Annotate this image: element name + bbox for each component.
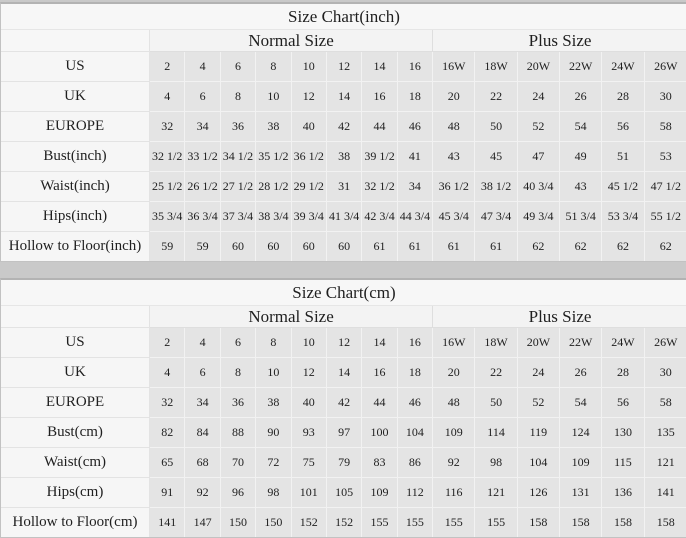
row-label: Hollow to Floor(cm)	[1, 508, 150, 537]
size-cell: 40 3/4	[518, 172, 560, 202]
size-cell: 131	[560, 478, 602, 508]
size-cell: 6	[185, 82, 220, 112]
size-cell: 26	[560, 82, 602, 112]
size-cell: 115	[602, 448, 644, 478]
size-cell: 90	[256, 418, 291, 448]
size-cell: 26 1/2	[185, 172, 220, 202]
size-cell: 20	[433, 358, 475, 388]
size-cell: 150	[221, 508, 256, 537]
size-cell: 39 3/4	[292, 202, 327, 232]
size-cell: 38 3/4	[256, 202, 291, 232]
size-cell: 84	[185, 418, 220, 448]
size-cell: 54	[560, 112, 602, 142]
size-cell: 16	[398, 328, 433, 358]
size-cell: 55 1/2	[645, 202, 686, 232]
size-cell: 42	[327, 388, 362, 418]
table-row	[1, 418, 686, 448]
table-row	[1, 508, 686, 537]
size-cell: 28	[602, 82, 644, 112]
size-cell: 24W	[602, 328, 644, 358]
size-cell: 6	[221, 328, 256, 358]
group-header-row	[1, 30, 686, 52]
size-cell: 48	[433, 112, 475, 142]
row-label: EUROPE	[1, 388, 150, 418]
size-cell: 45 3/4	[433, 202, 475, 232]
size-cell: 14	[362, 52, 397, 82]
size-cell: 32	[150, 112, 185, 142]
size-cell: 51 3/4	[560, 202, 602, 232]
size-cell: 26	[560, 358, 602, 388]
size-cell: 8	[256, 52, 291, 82]
size-cell: 32	[150, 388, 185, 418]
size-cell: 51	[602, 142, 644, 172]
size-cell: 37 3/4	[221, 202, 256, 232]
table-row	[1, 358, 686, 388]
size-cell: 141	[150, 508, 185, 537]
size-cell: 52	[518, 388, 560, 418]
size-cell: 44	[362, 112, 397, 142]
size-cell: 41 3/4	[327, 202, 362, 232]
table-gap	[0, 262, 686, 278]
size-cell: 52	[518, 112, 560, 142]
size-cell: 14	[362, 328, 397, 358]
size-cell: 24	[518, 358, 560, 388]
size-cell: 72	[256, 448, 291, 478]
size-cell: 32 1/2	[150, 142, 185, 172]
title-row	[1, 4, 686, 30]
size-cell: 135	[645, 418, 686, 448]
size-cell: 2	[150, 328, 185, 358]
table-row	[1, 112, 686, 142]
size-cell: 98	[475, 448, 517, 478]
size-cell: 62	[645, 232, 686, 261]
size-cell: 54	[560, 388, 602, 418]
size-cell: 97	[327, 418, 362, 448]
size-cell: 10	[292, 52, 327, 82]
size-cell: 158	[645, 508, 686, 537]
size-cell: 34	[185, 388, 220, 418]
table-title: Size Chart(inch)	[1, 4, 686, 30]
size-cell: 29 1/2	[292, 172, 327, 202]
size-cell: 53 3/4	[602, 202, 644, 232]
size-cell: 18	[398, 82, 433, 112]
size-cell: 100	[362, 418, 397, 448]
row-label: Waist(inch)	[1, 172, 150, 202]
row-label: UK	[1, 82, 150, 112]
size-cell: 22W	[560, 328, 602, 358]
size-cell: 20W	[518, 52, 560, 82]
size-cell: 155	[433, 508, 475, 537]
size-cell: 147	[185, 508, 220, 537]
size-cell: 124	[560, 418, 602, 448]
size-cell: 59	[150, 232, 185, 261]
size-cell: 56	[602, 112, 644, 142]
size-cell: 43	[560, 172, 602, 202]
size-cell: 12	[327, 52, 362, 82]
size-cell: 20	[433, 82, 475, 112]
size-cell: 96	[221, 478, 256, 508]
size-cell: 104	[518, 448, 560, 478]
size-cell: 65	[150, 448, 185, 478]
row-label: Hips(inch)	[1, 202, 150, 232]
size-cell: 41	[398, 142, 433, 172]
size-cell: 91	[150, 478, 185, 508]
size-cell: 35 1/2	[256, 142, 291, 172]
size-cell: 141	[645, 478, 686, 508]
size-cell: 50	[475, 388, 517, 418]
row-label: EUROPE	[1, 112, 150, 142]
size-cell: 58	[645, 388, 686, 418]
size-cell: 16	[362, 358, 397, 388]
title-row	[1, 280, 686, 306]
size-cell: 150	[256, 508, 291, 537]
size-cell: 116	[433, 478, 475, 508]
size-cell: 22	[475, 82, 517, 112]
row-label: Hips(cm)	[1, 478, 150, 508]
size-cell: 50	[475, 112, 517, 142]
size-cell: 8	[221, 358, 256, 388]
size-cell: 30	[645, 82, 686, 112]
size-cell: 31	[327, 172, 362, 202]
size-cell: 34	[398, 172, 433, 202]
size-cell: 46	[398, 388, 433, 418]
size-cell: 114	[475, 418, 517, 448]
size-cell: 39 1/2	[362, 142, 397, 172]
size-cell: 105	[327, 478, 362, 508]
size-cell: 16W	[433, 328, 475, 358]
size-cell: 53	[645, 142, 686, 172]
size-cell: 27 1/2	[221, 172, 256, 202]
size-cell: 155	[398, 508, 433, 537]
size-cell: 109	[560, 448, 602, 478]
size-cell: 119	[518, 418, 560, 448]
size-cell: 32 1/2	[362, 172, 397, 202]
size-cell: 56	[602, 388, 644, 418]
table-row	[1, 142, 686, 172]
size-cell: 6	[185, 358, 220, 388]
size-cell: 152	[292, 508, 327, 537]
size-cell: 59	[185, 232, 220, 261]
corner-cell	[1, 306, 150, 328]
size-cell: 112	[398, 478, 433, 508]
size-cell: 18W	[475, 52, 517, 82]
size-cell: 126	[518, 478, 560, 508]
size-cell: 38	[256, 112, 291, 142]
size-cell: 24W	[602, 52, 644, 82]
plus-size-header: Plus Size	[433, 30, 686, 52]
size-cell: 4	[185, 52, 220, 82]
size-cell: 6	[221, 52, 256, 82]
size-cell: 36 1/2	[292, 142, 327, 172]
size-cell: 155	[362, 508, 397, 537]
size-cell: 30	[645, 358, 686, 388]
size-cell: 93	[292, 418, 327, 448]
size-cell: 8	[256, 328, 291, 358]
row-label: Hollow to Floor(inch)	[1, 232, 150, 261]
table-row	[1, 172, 686, 202]
size-cell: 44	[362, 388, 397, 418]
size-cell: 88	[221, 418, 256, 448]
size-cell: 70	[221, 448, 256, 478]
table-row	[1, 478, 686, 508]
size-cell: 35 3/4	[150, 202, 185, 232]
size-cell: 44 3/4	[398, 202, 433, 232]
size-cell: 109	[433, 418, 475, 448]
row-label: Bust(cm)	[1, 418, 150, 448]
table-row	[1, 232, 686, 261]
normal-size-header: Normal Size	[150, 30, 433, 52]
size-cell: 40	[292, 388, 327, 418]
size-cell: 38	[256, 388, 291, 418]
size-cell: 92	[433, 448, 475, 478]
size-chart-inch-table	[0, 2, 686, 262]
size-cell: 4	[185, 328, 220, 358]
size-cell: 158	[518, 508, 560, 537]
size-cell: 18W	[475, 328, 517, 358]
size-cell: 36	[221, 112, 256, 142]
row-label: Bust(inch)	[1, 142, 150, 172]
corner-cell	[1, 30, 150, 52]
size-cell: 60	[256, 232, 291, 261]
size-cell: 33 1/2	[185, 142, 220, 172]
size-cell: 49	[560, 142, 602, 172]
size-cell: 14	[327, 82, 362, 112]
group-header-row	[1, 306, 686, 328]
size-cell: 158	[602, 508, 644, 537]
size-cell: 155	[475, 508, 517, 537]
size-cell: 62	[602, 232, 644, 261]
size-cell: 109	[362, 478, 397, 508]
size-cell: 22	[475, 358, 517, 388]
size-cell: 10	[292, 328, 327, 358]
size-cell: 18	[398, 358, 433, 388]
size-cell: 43	[433, 142, 475, 172]
size-cell: 16W	[433, 52, 475, 82]
size-cell: 60	[327, 232, 362, 261]
size-cell: 16	[398, 52, 433, 82]
size-cell: 62	[518, 232, 560, 261]
size-cell: 20W	[518, 328, 560, 358]
size-cell: 10	[256, 358, 291, 388]
size-cell: 12	[292, 358, 327, 388]
size-cell: 45	[475, 142, 517, 172]
size-cell: 47 3/4	[475, 202, 517, 232]
size-cell: 12	[327, 328, 362, 358]
table-title: Size Chart(cm)	[1, 280, 686, 306]
size-cell: 68	[185, 448, 220, 478]
size-cell: 34	[185, 112, 220, 142]
size-cell: 14	[327, 358, 362, 388]
row-label: US	[1, 328, 150, 358]
size-cell: 121	[645, 448, 686, 478]
size-cell: 98	[256, 478, 291, 508]
size-cell: 58	[645, 112, 686, 142]
size-cell: 92	[185, 478, 220, 508]
size-cell: 42 3/4	[362, 202, 397, 232]
row-label: US	[1, 52, 150, 82]
size-cell: 83	[362, 448, 397, 478]
size-cell: 16	[362, 82, 397, 112]
size-cell: 60	[292, 232, 327, 261]
table-row	[1, 82, 686, 112]
size-cell: 121	[475, 478, 517, 508]
table-row	[1, 328, 686, 358]
size-cell: 61	[398, 232, 433, 261]
table-row	[1, 388, 686, 418]
size-cell: 47	[518, 142, 560, 172]
size-cell: 38 1/2	[475, 172, 517, 202]
size-cell: 62	[560, 232, 602, 261]
size-cell: 61	[433, 232, 475, 261]
size-cell: 104	[398, 418, 433, 448]
size-cell: 28 1/2	[256, 172, 291, 202]
size-cell: 26W	[645, 52, 686, 82]
size-cell: 46	[398, 112, 433, 142]
table-row	[1, 52, 686, 82]
size-cell: 40	[292, 112, 327, 142]
size-cell: 10	[256, 82, 291, 112]
size-cell: 136	[602, 478, 644, 508]
row-label: Waist(cm)	[1, 448, 150, 478]
size-cell: 130	[602, 418, 644, 448]
size-cell: 2	[150, 52, 185, 82]
size-cell: 152	[327, 508, 362, 537]
size-cell: 48	[433, 388, 475, 418]
size-cell: 8	[221, 82, 256, 112]
size-cell: 75	[292, 448, 327, 478]
size-cell: 34 1/2	[221, 142, 256, 172]
size-cell: 22W	[560, 52, 602, 82]
size-chart-cm-table	[0, 278, 686, 538]
size-cell: 61	[362, 232, 397, 261]
plus-size-header: Plus Size	[433, 306, 686, 328]
size-cell: 45 1/2	[602, 172, 644, 202]
size-cell: 82	[150, 418, 185, 448]
table-row	[1, 448, 686, 478]
size-cell: 60	[221, 232, 256, 261]
size-cell: 36 3/4	[185, 202, 220, 232]
size-cell: 158	[560, 508, 602, 537]
size-cell: 25 1/2	[150, 172, 185, 202]
size-cell: 36	[221, 388, 256, 418]
size-cell: 101	[292, 478, 327, 508]
size-cell: 61	[475, 232, 517, 261]
size-cell: 4	[150, 82, 185, 112]
normal-size-header: Normal Size	[150, 306, 433, 328]
row-label: UK	[1, 358, 150, 388]
size-cell: 49 3/4	[518, 202, 560, 232]
size-cell: 12	[292, 82, 327, 112]
size-cell: 42	[327, 112, 362, 142]
size-cell: 28	[602, 358, 644, 388]
size-cell: 4	[150, 358, 185, 388]
size-cell: 24	[518, 82, 560, 112]
size-cell: 38	[327, 142, 362, 172]
size-cell: 36 1/2	[433, 172, 475, 202]
size-cell: 47 1/2	[645, 172, 686, 202]
size-cell: 26W	[645, 328, 686, 358]
table-row	[1, 202, 686, 232]
size-cell: 86	[398, 448, 433, 478]
size-cell: 79	[327, 448, 362, 478]
